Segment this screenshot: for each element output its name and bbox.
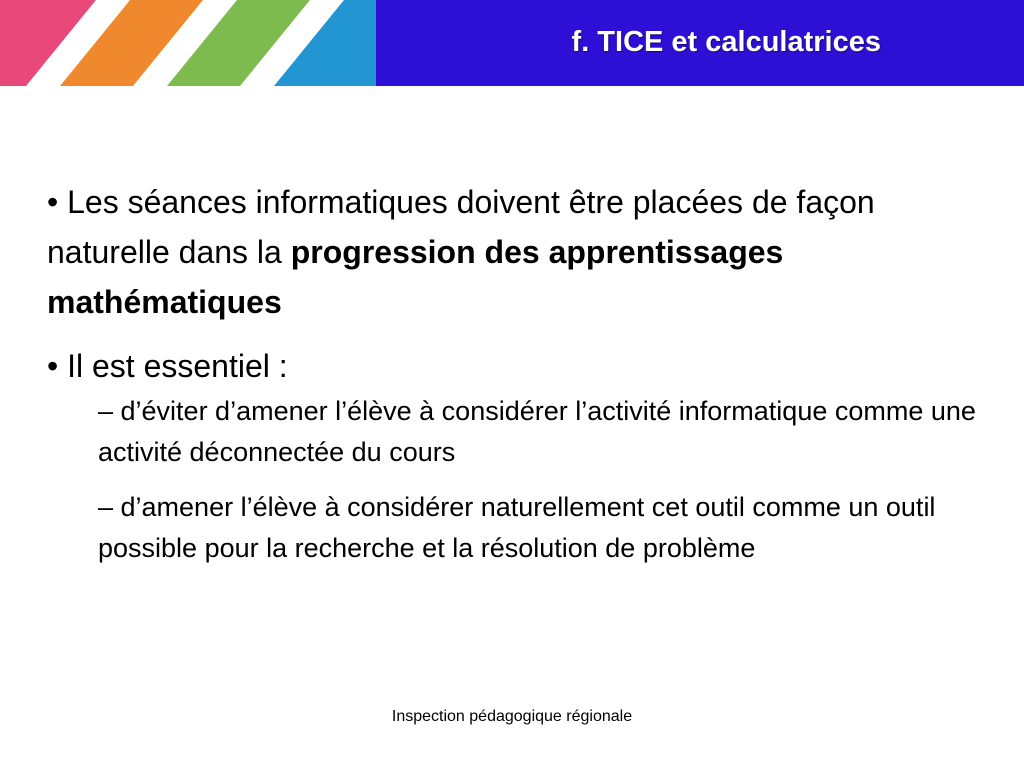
bullet-2-text: Il est essentiel : [58,348,288,384]
bullet-item-2 [47,341,987,391]
sub-list [98,391,987,569]
bullet-item-1 [47,177,987,327]
bullet-1-bold-text: progression des apprentissages mathématiques [47,234,784,320]
footer-text: Inspection pédagogique régionale [391,708,633,725]
bullet-marker: • [47,348,59,384]
header-banner [0,0,1024,86]
slide-footer [0,705,1024,729]
slide-title: f. TICE et calculatrices [571,26,881,58]
sub-item-2: – d’amener l’élève à considérer naturellement cet outil comme un outil possible pour la recherche et la résolution de problème [98,492,936,563]
sub-item-1: – d’éviter d’amener l’élève à considérer l’activité informatique comme une activité déconnectée du cours [98,396,976,467]
slide-body [47,177,987,569]
bullet-1-text: Les séances informatiques doivent être placées de façon naturelle dans la [47,184,875,270]
bullet-marker: • [47,184,59,220]
